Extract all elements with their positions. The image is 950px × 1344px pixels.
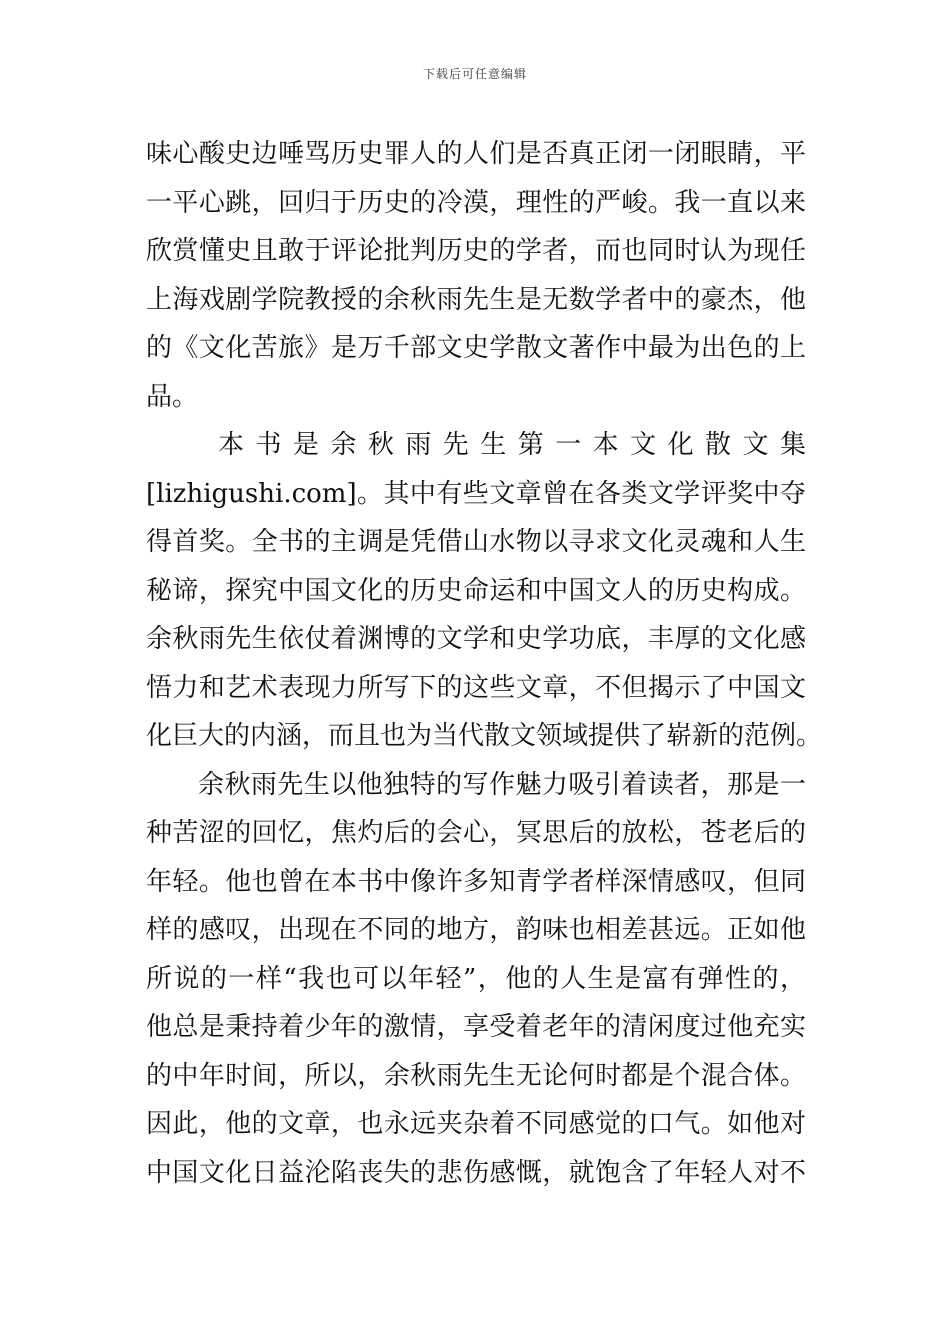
text-line: 余秋雨先生依仗着渊博的文学和史学功底，丰厚的文化感 [146, 624, 806, 654]
text-line: 所说的一样“我也可以年轻”，他的人生是富有弹性的， [146, 963, 806, 994]
text-line: [lizhigushi.com]。其中有些文章曾在各类文学评奖中夺 [146, 478, 806, 509]
paragraph-2 [146, 421, 823, 761]
body-text [146, 130, 823, 1197]
paragraph-3 [146, 761, 806, 1198]
header-note: 下载后可任意编辑 [422, 67, 527, 81]
text-line: 中国文化日益沦陷丧失的悲伤感慨，就饱含了年轻人对不 [146, 1157, 806, 1188]
text-line: 的《文化苦旅》是万千部文史学散文著作中最为出色的上 [146, 333, 806, 363]
text-line: 化巨大的内涵，而且也为当代散文领域提供了崭新的范例。 [146, 721, 823, 751]
text-line: 本书是余秋雨先生第一本文化散文集 [218, 430, 806, 460]
text-line: 品。 [146, 381, 199, 412]
text-line: 上海戏剧学院教授的余秋雨先生是无数学者中的豪杰，他 [146, 284, 806, 315]
text-line: 味心酸史边唾骂历史罪人的人们是否真正闭一闭眼睛，平 [146, 139, 806, 169]
text-line: 年轻。他也曾在本书中像许多知青学者样深情感叹，但同 [146, 866, 806, 897]
text-line: 秘谛，探究中国文化的历史命运和中国文人的历史构成。 [146, 575, 806, 606]
text-line: 欣赏懂史且敢于评论批判历史的学者，而也同时认为现任 [146, 236, 806, 266]
text-line: 一平心跳，回归于历史的冷漠，理性的严峻。我一直以来 [146, 187, 806, 218]
text-line: 悟力和艺术表现力所写下的这些文章，不但揭示了中国文 [146, 672, 806, 703]
text-line: 样的感叹，出现在不同的地方，韵味也相差甚远。正如他 [146, 915, 806, 945]
text-line: 他总是秉持着少年的激情，享受着老年的清闲度过他充实 [146, 1012, 806, 1042]
paragraph-1 [146, 130, 806, 421]
text-line: 余秋雨先生以他独特的写作魅力吸引着读者，那是一 [198, 769, 806, 800]
text-line: 的中年时间，所以，余秋雨先生无论何时都是个混合体。 [146, 1060, 806, 1091]
text-line: 得首奖。全书的主调是凭借山水物以寻求文化灵魂和人生 [146, 527, 806, 557]
text-line: 种苦涩的回忆，焦灼后的会心，冥思后的放松，苍老后的 [146, 818, 806, 848]
text-line: 因此，他的文章，也永远夹杂着不同感觉的口气。如他对 [146, 1109, 806, 1139]
